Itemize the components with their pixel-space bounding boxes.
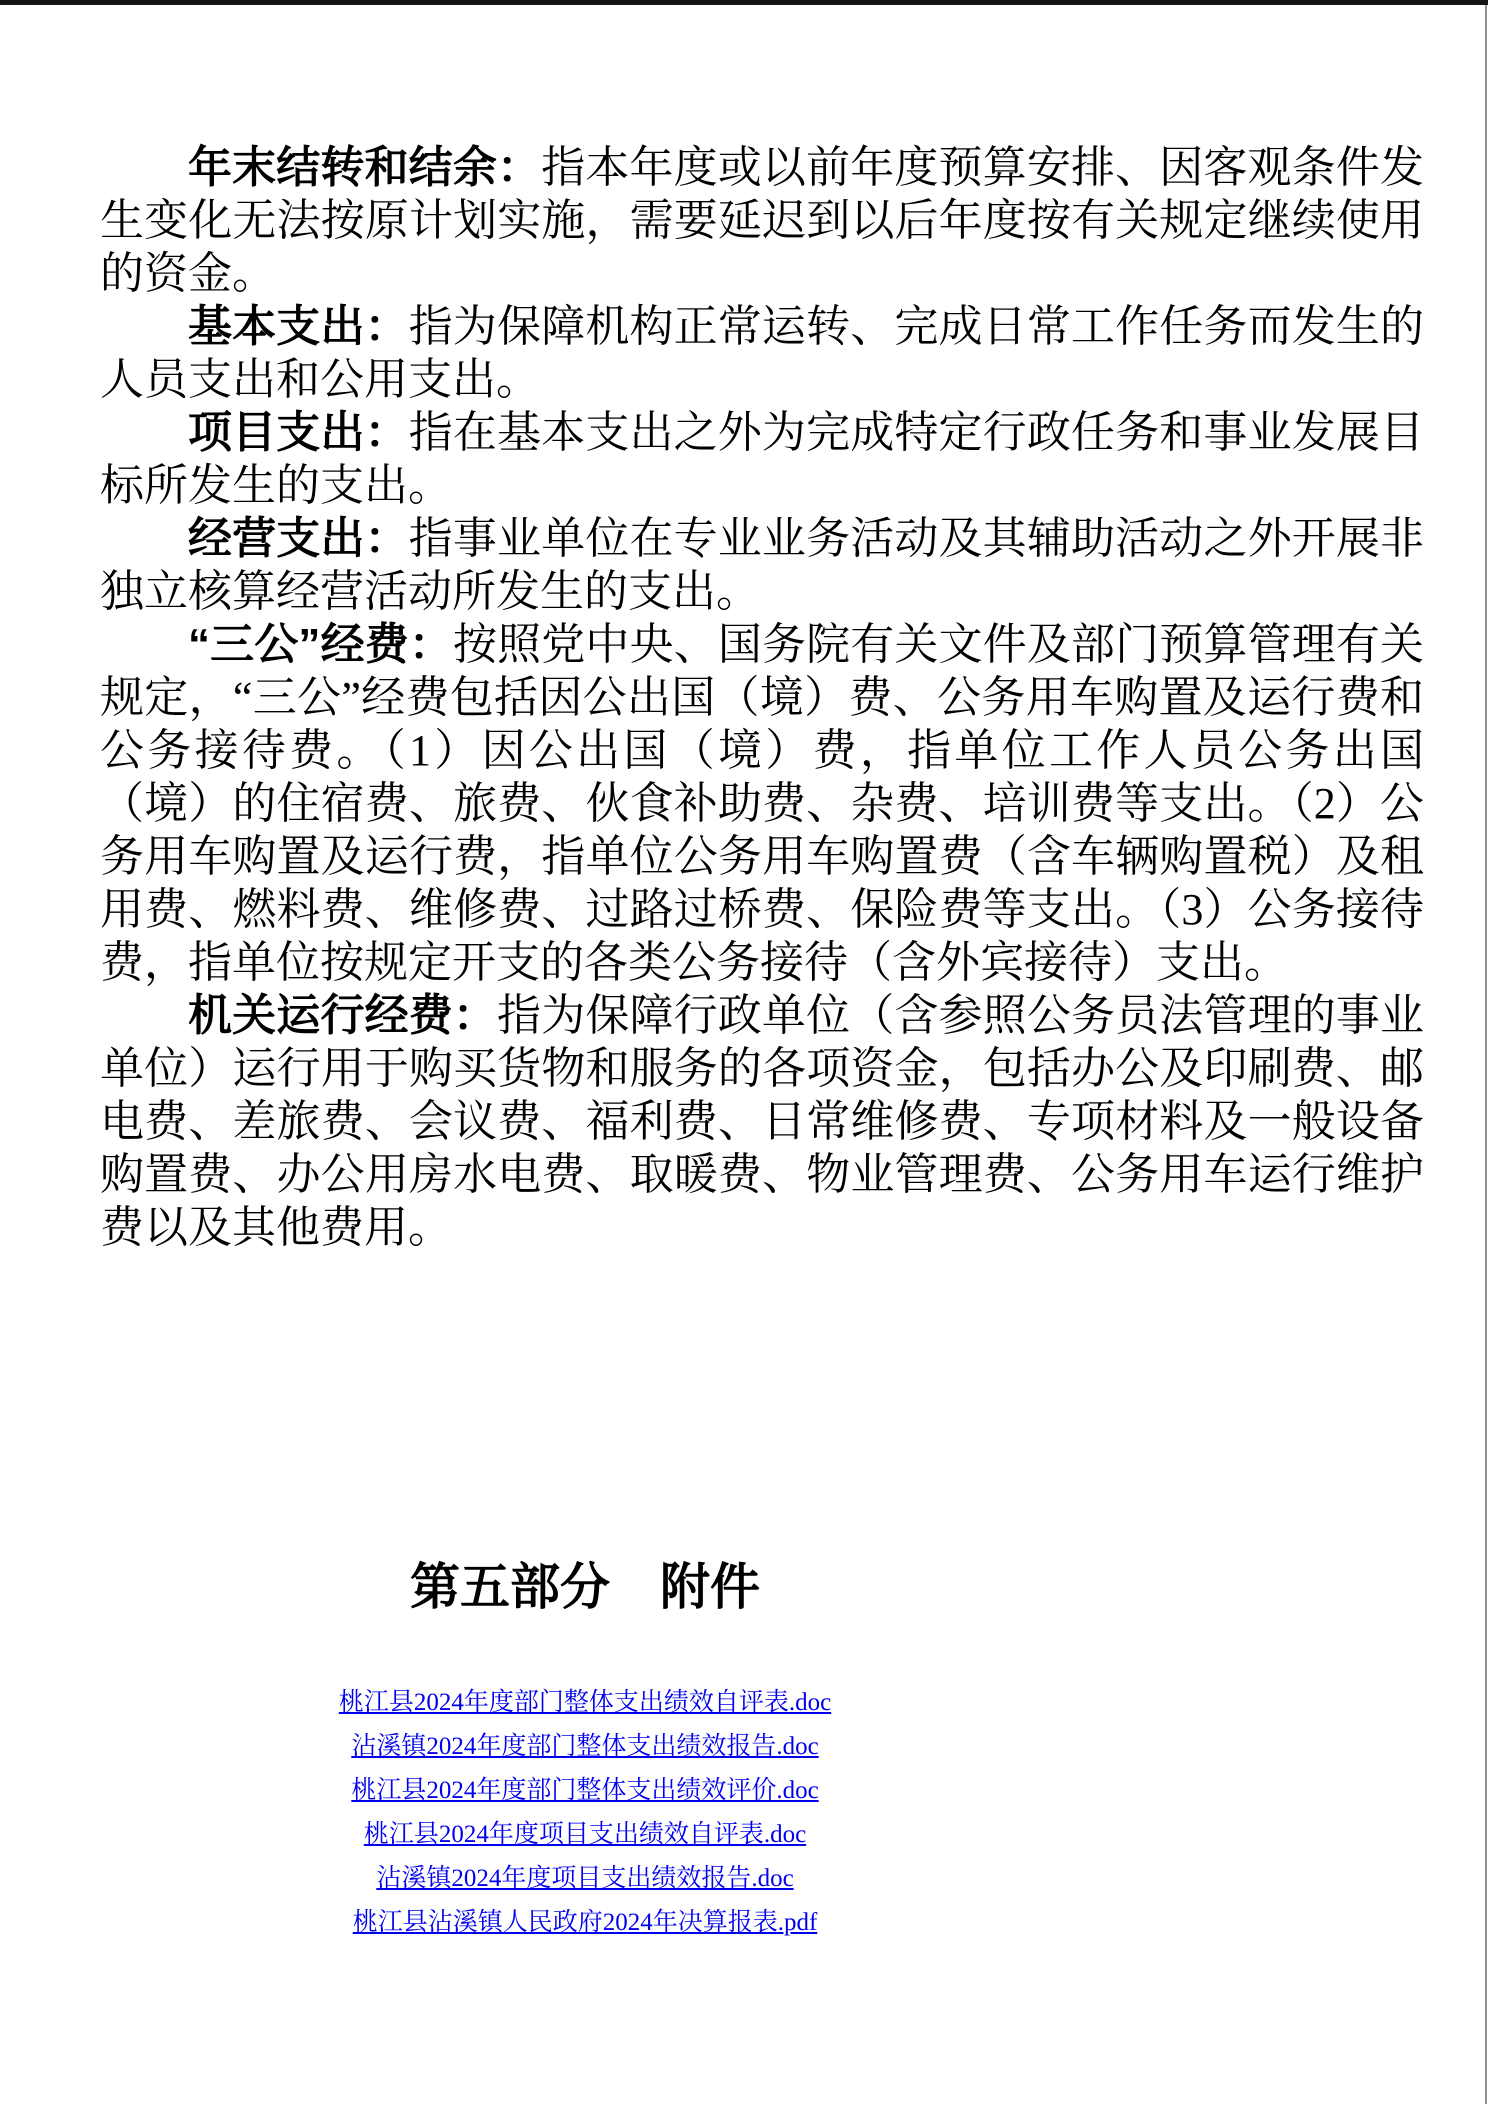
list-item — [0, 1682, 1170, 1726]
definition-text: 指在基本支出之外为完成特定行政任务和事业发展目标所发生的支出。 — [100, 408, 1425, 510]
list-item — [0, 1814, 1170, 1858]
definition-paragraph-basic-expenditure — [100, 300, 1424, 406]
definition-text: 指为保障机构正常运转、完成日常工作任务而发生的人员支出和公用支出。 — [100, 302, 1425, 404]
definition-term: 经营支出： — [188, 514, 409, 563]
definition-term: 项目支出： — [188, 408, 409, 457]
list-item — [0, 1858, 1170, 1902]
definition-term: 基本支出： — [188, 302, 409, 351]
section-title: 第五部分 附件 — [410, 1559, 760, 1615]
definition-paragraph-agency-operating-funds — [100, 989, 1424, 1254]
attachment-link-project-performance-report[interactable]: 沾溪镇2024年度项目支出绩效报告.doc — [376, 1865, 794, 1892]
attachment-link-dept-performance-evaluation[interactable]: 桃江县2024年度部门整体支出绩效评价.doc — [351, 1777, 819, 1804]
definition-term: 机关运行经费： — [188, 991, 498, 1040]
list-item — [0, 1770, 1170, 1814]
list-item — [0, 1726, 1170, 1770]
definition-term: 年末结转和结余： — [188, 143, 542, 192]
definition-text: 按照党中央、国务院有关文件及部门预算管理有关规定，“三公”经费包括因公出国（境）费、公务用车购置及运行费和公务接待费。（1）因公出国（境）费，指单位工作人员公务出国（境）的住宿费、旅费、伙食补助费、杂费、培训费等支出。（2）公务用车购置及运行费，指单位公务用车购置费（含车辆购置税）及租用费、燃料费、维修费、过路过桥费、保险费等支出。（3）公务接待费，指单位按规定开支的各类公务接待（含外宾接待）支出。 — [100, 620, 1424, 987]
definition-text: 指为保障行政单位（含参照公务员法管理的事业单位）运行用于购买货物和服务的各项资金，包括办公及印刷费、邮电费、差旅费、会议费、福利费、日常维修费、专项材料及一般设备购置费、办公用房水电费、取暖费、物业管理费、公务用车运行维护费以及其他费用。 — [100, 991, 1425, 1252]
attachment-links-list — [0, 1682, 1170, 1946]
definition-text: 指事业单位在专业业务活动及其辅助活动之外开展非独立核算经营活动所发生的支出。 — [100, 514, 1425, 616]
list-item — [0, 1902, 1170, 1946]
definition-paragraph-project-expenditure — [100, 406, 1424, 512]
definition-paragraph-operating-expenditure — [100, 512, 1424, 618]
attachment-link-final-accounts-pdf[interactable]: 桃江县沾溪镇人民政府2024年决算报表.pdf — [352, 1909, 818, 1936]
definition-text: 指本年度或以前年度预算安排、因客观条件发生变化无法按原计划实施，需要延迟到以后年度按有关规定继续使用的资金。 — [100, 143, 1425, 298]
definition-paragraph-carryover — [100, 141, 1424, 300]
attachment-link-project-self-eval-table[interactable]: 桃江县2024年度项目支出绩效自评表.doc — [363, 1821, 807, 1848]
page-top-edge — [0, 0, 1488, 5]
attachment-link-dept-self-eval-table[interactable]: 桃江县2024年度部门整体支出绩效自评表.doc — [338, 1689, 832, 1716]
attachments-section — [0, 1554, 1488, 1946]
definition-term: “三公”经费： — [188, 620, 453, 669]
attachment-link-dept-performance-report[interactable]: 沾溪镇2024年度部门整体支出绩效报告.doc — [351, 1733, 819, 1760]
page-right-edge — [1485, 5, 1487, 2104]
definition-paragraph-three-public-funds — [100, 618, 1424, 989]
